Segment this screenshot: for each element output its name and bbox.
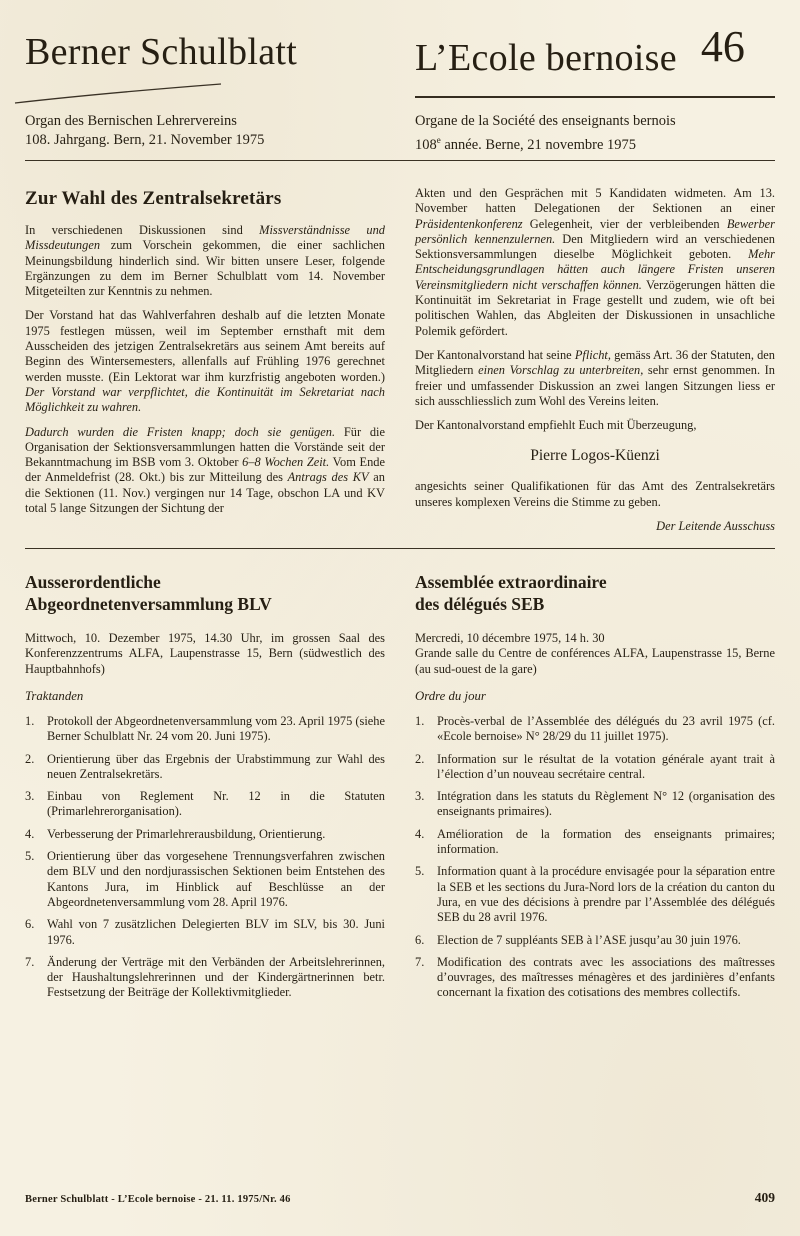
agenda-item xyxy=(25,955,385,1001)
article-title: Zur Wahl des Zentralsekretärs xyxy=(25,188,282,209)
subtitle-german-line1: Organ des Bernischen Lehrervereins xyxy=(25,113,237,129)
assembly-title-german xyxy=(25,571,385,615)
section-divider xyxy=(25,548,775,549)
agenda-item xyxy=(415,955,775,1001)
agenda-item xyxy=(415,864,775,925)
agenda-item-number: 7. xyxy=(415,954,425,969)
agenda-german xyxy=(25,714,385,1001)
agenda-item-text: Information quant à la procédure envisagée pour la séparation entre la SEB et les sections du Jura-Nord lors de la création du canton du Jura, en vue des décisions à prendre par l’Assemblée des délégués SEB du 28 avril 1976. xyxy=(437,864,775,925)
agenda-item xyxy=(415,827,775,858)
footer xyxy=(25,1190,775,1206)
assembly-title-german-line1: Ausserordentliche xyxy=(25,572,161,593)
agenda-item-text: Election de 7 suppléants SEB à l’ASE jusqu’au 30 juin 1976. xyxy=(437,932,741,947)
subtitle-french-line2: 108e année. Berne, 21 novembre 1975 xyxy=(415,135,637,153)
footer-imprint: Berner Schulblatt - L’Ecole bernoise - 21. 11. 1975/Nr. 46 xyxy=(25,1194,291,1205)
article-paragraph: Der Kantonalvorstand hat seine Pflicht, gemäss Art. 36 der Statuten, den Mitgliedern einen Vorschlag zu unterbreiten, sehr ernst genommen. In freier und umfassender Diskussion an zwei langen Sitzungen liess er sich ausschliesslich zum Wohl des Vereins leiten. xyxy=(415,347,775,408)
agenda-item-number: 2. xyxy=(25,751,35,766)
masthead-title-french: L’Ecole bernoise xyxy=(415,37,677,79)
masthead xyxy=(25,22,775,166)
article-election xyxy=(25,186,775,534)
agenda-item-number: 6. xyxy=(415,932,425,947)
agenda-item-number: 3. xyxy=(25,789,35,804)
article-closing: angesichts seiner Qualifikationen für das Amt des Zentralsekretärs unseres komplexen Vereins die Stimme zu geben. xyxy=(415,479,775,509)
masthead-right xyxy=(415,22,745,81)
subtitle-french-line1: Organe de la Société des enseignants bernois xyxy=(415,113,676,129)
agenda-item-text: Orientierung über das Ergebnis der Urabstimmung zur Wahl des neuen Zentralsekretärs. xyxy=(47,751,385,781)
agenda-item-number: 4. xyxy=(415,826,425,841)
assembly-title-german-line2: Abgeordnetenversammlung BLV xyxy=(25,594,272,615)
agenda-item xyxy=(415,933,775,948)
agenda-item-number: 1. xyxy=(415,713,425,728)
article-right-column xyxy=(415,186,775,534)
agenda-label-german: Traktanden xyxy=(25,688,84,703)
assembly-title-french xyxy=(415,571,775,615)
assembly-french-column xyxy=(415,571,775,1008)
article-signature: Der Leitende Ausschuss xyxy=(656,519,775,534)
agenda-label-french: Ordre du jour xyxy=(415,688,486,703)
agenda-item xyxy=(415,789,775,820)
agenda-item xyxy=(25,789,385,820)
agenda-item-number: 3. xyxy=(415,789,425,804)
agenda-item-text: Änderung der Verträge mit den Verbänden der Arbeitslehrerinnen, der Haushaltungslehrerinnen und der Kindergärtnerinnen betr. Festsetzung der Beiträge der Kollektivmitglieder. xyxy=(47,954,385,1000)
agenda-item-text: Modification des contrats avec les associations des maîtresses d’ouvrages, des maîtresses ménagères et des jardinières d’enfants concernant la fixation des cotisations des membres collectifs. xyxy=(437,954,775,1000)
agenda-item-number: 1. xyxy=(25,713,35,728)
agenda-item-number: 2. xyxy=(415,751,425,766)
article-paragraph: Der Vorstand hat das Wahlverfahren deshalb auf die letzten Monate 1975 festlegen müssen, weil im September ernsthaft mit dem Ausscheiden des jetzigen Zentralsekretärs aus seinem Amt bereits auf Beginn des Wintersemesters, allenfalls auf Frühling 1976 gerechnet werden musste. (Ein Lektorat war ihm kurzfristig angeboten worden.) Der Vorstand war verpflichtet, die Kontinuität im Sekretariat nach Möglichkeit zu wahren. xyxy=(25,308,385,415)
agenda-item-number: 7. xyxy=(25,954,35,969)
article-paragraph: Der Kantonalvorstand empfiehlt Euch mit Überzeugung, xyxy=(415,418,697,433)
article-paragraph: Dadurch wurden die Fristen knapp; doch sie genügen. Für die Organisation der Sektionsversammlungen hatten die Vorstände seit der Bekanntmachung im BSB vom 3. Oktober 6–8 Wochen Zeit. Vom Ende der Anmeldefrist (28. Okt.) bis zur Mitteilung des Antrags des KV an die Sektionen (11. Nov.) vergingen nur 14 Tage, obschon LA und KV total 5 lange Sitzungen der Sichtung der xyxy=(25,424,386,516)
agenda-item xyxy=(25,827,385,842)
assembly-title-french-line2: des délégués SEB xyxy=(415,594,545,615)
agenda-item-text: Intégration dans les statuts du Règlement N° 12 (organisation des enseignants primaires). xyxy=(437,789,775,819)
masthead-title-german: Berner Schulblatt xyxy=(25,31,298,73)
agenda-item-text: Einbau von Reglement Nr. 12 in die Statuten (Primarlehrerorganisation). xyxy=(47,789,385,819)
agenda-item-number: 5. xyxy=(25,849,35,864)
agenda-item-text: Amélioration de la formation des enseignants primaires; information. xyxy=(437,826,775,857)
page-number: 409 xyxy=(754,1190,775,1205)
masthead-divider xyxy=(25,160,775,161)
assembly-intro-german: Mittwoch, 10. Dezember 1975, 14.30 Uhr, im grossen Saal des Konferenzzentrums ALFA, Laupenstrasse 15, Bern (südwestlich des Hauptbahnhofs) xyxy=(25,631,385,676)
assembly-title-french-line1: Assemblée extraordinaire xyxy=(415,572,607,593)
agenda-item-text: Orientierung über das vorgesehene Trennungsverfahren zwischen dem BLV und den nordjurassischen Sektionen beim Entstehen des Kantons Jura, im Hinblick auf Beschlüsse an der Abgeordnetenversammlung vom 28. April 1976. xyxy=(47,849,385,909)
assembly-section xyxy=(25,571,775,1008)
subtitle-german xyxy=(25,112,264,150)
agenda-item-text: Information sur le résultat de la votation générale ayant trait à l’élection d’un nouveau secrétaire central. xyxy=(437,751,775,781)
article-left-column xyxy=(25,186,385,525)
agenda-french xyxy=(415,714,775,1001)
agenda-item-text: Protokoll der Abgeordnetenversammlung vom 23. April 1975 (siehe Berner Schulblatt Nr. 24 vom 20. Juni 1975). xyxy=(47,713,385,744)
issue-number: 46 xyxy=(700,22,745,71)
assembly-intro-french-line2: Grande salle du Centre de conférences ALFA, Laupenstrasse 15, Berne (au sud-ouest de la gare) xyxy=(415,646,775,676)
agenda-item xyxy=(415,714,775,745)
masthead-rule-french xyxy=(415,96,775,98)
masthead-underline-swash xyxy=(13,82,223,111)
assembly-german-column xyxy=(25,571,385,1008)
agenda-item-number: 5. xyxy=(415,864,425,879)
agenda-item-text: Procès-verbal de l’Assemblée des délégués du 23 avril 1975 (cf. «Ecole bernoise» N° 28/29 du 11 juillet 1975). xyxy=(437,713,775,744)
agenda-item-text: Wahl von 7 zusätzlichen Delegierten BLV im SLV, bis 30. Juni 1976. xyxy=(47,917,385,947)
agenda-item-number: 4. xyxy=(25,826,35,841)
article-paragraph: In verschiedenen Diskussionen sind Missverständnisse und Missdeutungen zum Vorschein gekommen, die einer sachlichen Meinungsbildung hinderlich sind. Wir bitten unsere Leser, folgende Ergänzungen zu dem im Berner Schulblatt vom 14. November Mitgeteilten zur Kenntnis zu nehmen. xyxy=(25,223,386,299)
agenda-item-text: Verbesserung der Primarlehrerausbildung, Orientierung. xyxy=(47,826,326,841)
agenda-item xyxy=(25,714,385,745)
agenda-item xyxy=(25,752,385,783)
assembly-intro-french-line1: Mercredi, 10 décembre 1975, 14 h. 30 xyxy=(415,631,605,646)
subtitle-german-line2: 108. Jahrgang. Bern, 21. November 1975 xyxy=(25,132,265,148)
agenda-item-number: 6. xyxy=(25,917,35,932)
agenda-item xyxy=(25,917,385,948)
article-paragraph: Akten und den Gesprächen mit 5 Kandidaten widmeten. Am 13. November hatten Delegationen der Sektionen an einer Präsidentenkonferenz Gelegenheit, vier der verbleibenden Bewerber persönlich kennenzulernen. Den Mitgliedern wird an verschiedenen Sektionsversammlungen dieselbe Möglichkeit geboten. Mehr Entscheidungsgrundlagen hätten auch längere Fristen unseren Vereinsmitgliedern nicht verschaffen können. Verzögerungen hätten die Kontinuität im Sekretariat in Frage gestellt und zudem, wie oft bei politischen Wahlen, das Abgleiten der Diskussionen in unsachliche Polemik gefördert. xyxy=(415,186,775,338)
agenda-item xyxy=(25,849,385,910)
subtitle-french xyxy=(415,112,676,155)
agenda-item xyxy=(415,752,775,783)
candidate-name: Pierre Logos-Küenzi xyxy=(530,447,660,465)
